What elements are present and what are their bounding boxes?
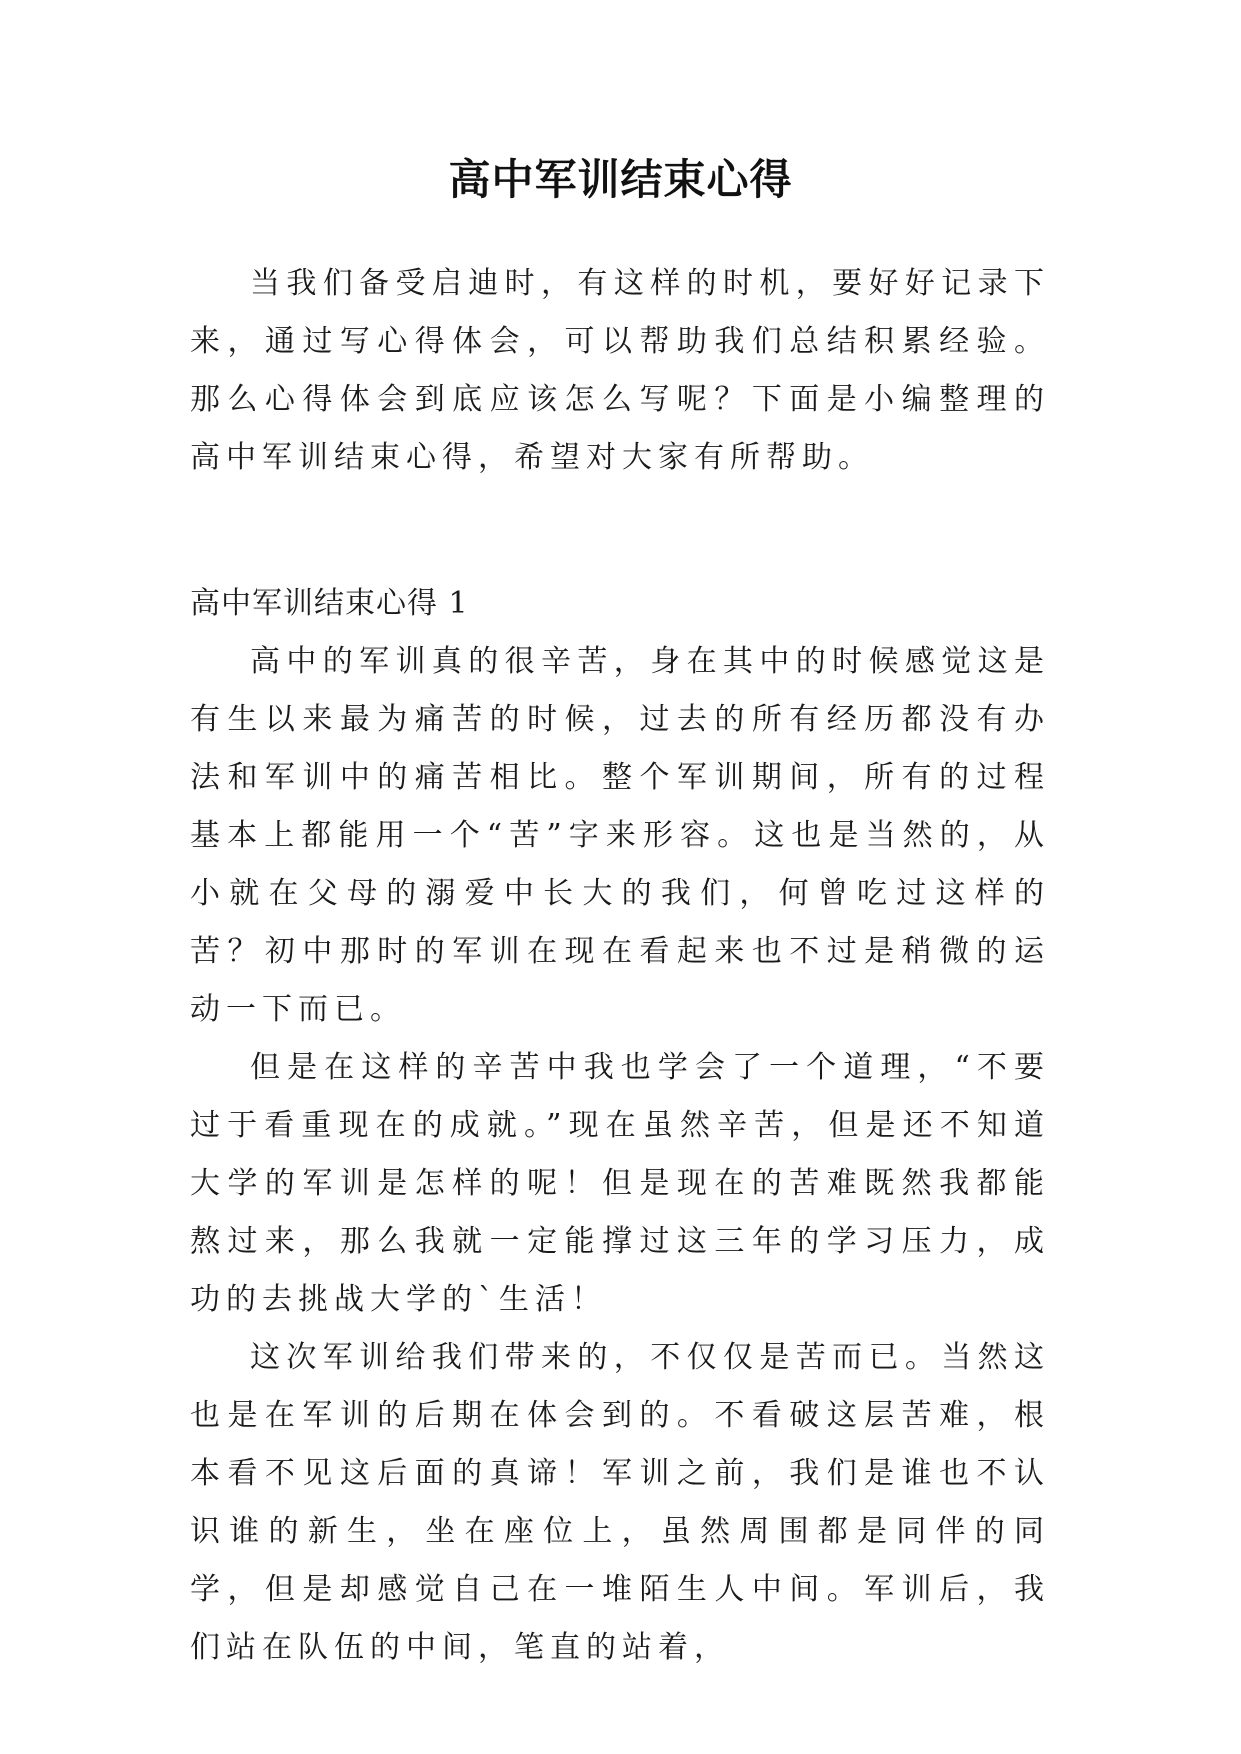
body-paragraph-1: 高中的军训真的很辛苦，身在其中的时候感觉这是有生以来最为痛苦的时候，过去的所有经历都没有办法和军训中的痛苦相比。整个军训期间，所有的过程基本上都能用一个“苦”字来形容。这也是当然的，从小就在父母的溺爱中长大的我们，何曾吃过这样的苦？初中那时的军训在现在看起来也不过是稍微的运动一下而已。 <box>190 644 1050 1027</box>
body-paragraph-3: 这次军训给我们带来的，不仅仅是苦而已。当然这也是在军训的后期在体会到的。不看破这层苦难，根本看不见这后面的真谛！军训之前，我们是谁也不认识谁的新生，坐在座位上，虽然周围都是同伴的同学，但是却感觉自己在一堆陌生人中间。军训后，我们站在队伍的中间，笔直的站着， <box>190 1340 1050 1665</box>
section-heading: 高中军训结束心得 1 <box>190 586 469 621</box>
intro-paragraph: 当我们备受启迪时，有这样的时机，要好好记录下来，通过写心得体会，可以帮助我们总结积累经验。那么心得体会到底应该怎么写呢？下面是小编整理的高中军训结束心得，希望对大家有所帮助。 <box>190 266 1050 475</box>
body-paragraph-2: 但是在这样的辛苦中我也学会了一个道理，“不要过于看重现在的成就。”现在虽然辛苦，但是还不知道大学的军训是怎样的呢！但是现在的苦难既然我都能熬过来，那么我就一定能撑过这三年的学习压力，成功的去挑战大学的`生活！ <box>190 1050 1050 1317</box>
section-1 <box>190 575 1050 1677</box>
document-title: 高中军训结束心得 <box>448 155 793 204</box>
intro-block <box>190 255 1050 487</box>
